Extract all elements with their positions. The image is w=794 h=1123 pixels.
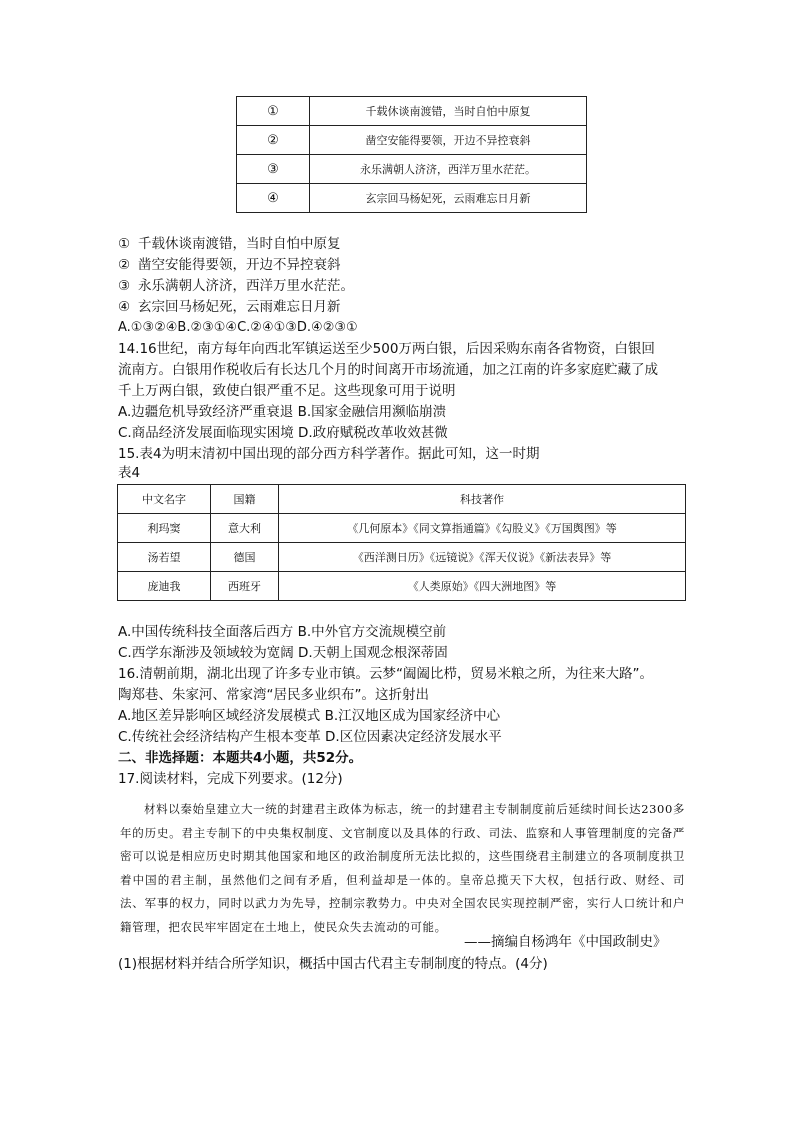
table-cell: 《几何原本》《同文算指通篇》《勾股义》《万国舆图》等 <box>279 514 686 543</box>
verse-text: 永乐满朝人济济，西洋万里水茫茫。 <box>138 278 354 294</box>
table-header: 国籍 <box>211 485 279 514</box>
verse-text: 永乐满朝人济济，西洋万里水茫茫。 <box>310 155 587 184</box>
verse-num: ④ <box>237 184 310 213</box>
verse-num: ① <box>118 236 131 252</box>
q16-stem: 陶郑巷、朱家河、常家湾“居民多业织布”。这折射出 <box>118 687 429 703</box>
q14-option: A.边疆危机导致经济严重衰退 B.国家金融信用濒临崩溃 <box>118 404 447 420</box>
table-cell: 汤若望 <box>118 543 211 572</box>
verse-text: 千载休谈南渡错，当时自怕中原复 <box>138 236 341 252</box>
verse-num: ④ <box>118 299 131 315</box>
q14-option: C.商品经济发展面临现实困境 D.政府赋税改革收效甚微 <box>118 425 448 441</box>
table-header: 科技著作 <box>279 485 686 514</box>
q15-table-label: 表4 <box>118 465 141 481</box>
table-row <box>118 572 686 601</box>
q16-stem: 16.清朝前期，湖北出现了许多专业市镇。云梦“阖阖比栉，贸易米粮之所，为往来大路”。 <box>118 666 653 682</box>
q14-stem: 千上万两白银，致使白银严重不足。这些现象可用于说明 <box>118 383 456 399</box>
table-cell: 利玛窦 <box>118 514 211 543</box>
q15-option: A.中国传统科技全面落后西方 B.中外官方交流规模空前 <box>118 624 447 640</box>
table-cell: 西班牙 <box>211 572 279 601</box>
table-row <box>237 126 587 155</box>
verse-text: 玄宗回马杨妃死，云雨难忘日月新 <box>310 184 587 213</box>
table-cell: 《西洋测日历》《远镜说》《浑天仪说》《新法表异》等 <box>279 543 686 572</box>
verse-text: 凿空安能得要领，开边不异控衰斜 <box>138 257 341 273</box>
q16-option: A.地区差异影响区域经济发展模式 B.江汉地区成为国家经济中心 <box>118 708 501 724</box>
q17-material: 材料以秦始皇建立大一统的封建君主政体为标志，统一的封建君主专制制度前后延续时间长达2300多年的历史。君主专制下的中央集权制度、文官制度以及具体的行政、司法、监察和人事管理制度的完备严密可以说是相应历史时期其他国家和地区的政治制度所无法比拟的，这些围绕君主制建立的各项制度拱卫着中国的君主制，虽然他们之间有矛盾，但利益却是一体的。皇帝总揽天下大权，包括行政、财经、司法、军事的权力，同时以武力为先导，控制宗教势力。中央对全国农民实现控制严密，实行人口统计和户籍管理，把农民牢牢固定在土地上，使民众失去流动的可能。 <box>120 802 685 934</box>
table-header: 中文名字 <box>118 485 211 514</box>
table-cell: 意大利 <box>211 514 279 543</box>
q14-stem: 流南方。白银用作税收后有长达几个月的时间离开市场流通，加之江南的许多家庭贮藏了成 <box>118 362 658 378</box>
table-header-row <box>118 485 686 514</box>
verse-num: ② <box>237 126 310 155</box>
verse-text: 凿空安能得要领，开边不异控衰斜 <box>310 126 587 155</box>
verse-list-item <box>118 255 341 275</box>
verse-text: 千载休谈南渡错，当时自怕中原复 <box>310 97 587 126</box>
q17-subquestion: (1)根据材料并结合所学知识，概括中国古代君主专制制度的特点。(4分) <box>118 956 548 972</box>
table-row <box>237 97 587 126</box>
material-source: ——摘编自杨鸿年《中国政制史》 <box>464 934 667 950</box>
q15-option: C.西学东渐涉及领域较为宽阔 D.天朝上国观念根深蒂固 <box>118 645 448 661</box>
verse-list-item <box>118 297 341 317</box>
verse-text: 玄宗回马杨妃死，云雨难忘日月新 <box>138 299 341 315</box>
table-cell: 《人类原始》《四大洲地图》等 <box>279 572 686 601</box>
verse-list-item <box>118 276 354 296</box>
verse-list-item <box>118 234 341 254</box>
q14-stem: 14.16世纪，南方每年向西北军镇运送至少500万两白银，后因采购东南各省物资，白银回 <box>118 341 655 357</box>
verse-num: ③ <box>118 278 131 294</box>
section-heading: 二、非选择题：本题共4小题，共52分。 <box>118 750 363 766</box>
table-row <box>118 543 686 572</box>
q16-option: C.传统社会经济结构产生根本变革 D.区位因素决定经济发展水平 <box>118 729 502 745</box>
verse-num: ② <box>118 257 131 273</box>
table-row <box>118 514 686 543</box>
table-cell: 庞迪我 <box>118 572 211 601</box>
verse-num: ③ <box>237 155 310 184</box>
table-row <box>237 155 587 184</box>
q15-stem: 15.表4为明末清初中国出现的部分西方科学著作。据此可知，这一时期 <box>118 446 540 462</box>
q17-stem: 17.阅读材料，完成下列要求。(12分) <box>118 771 343 787</box>
q13-options: A.①③②④B.②③①④C.②④①③D.④②③① <box>118 320 358 335</box>
verse-table <box>236 96 587 213</box>
table-row <box>237 184 587 213</box>
verse-num: ① <box>237 97 310 126</box>
table-cell: 德国 <box>211 543 279 572</box>
science-works-table <box>117 484 686 601</box>
